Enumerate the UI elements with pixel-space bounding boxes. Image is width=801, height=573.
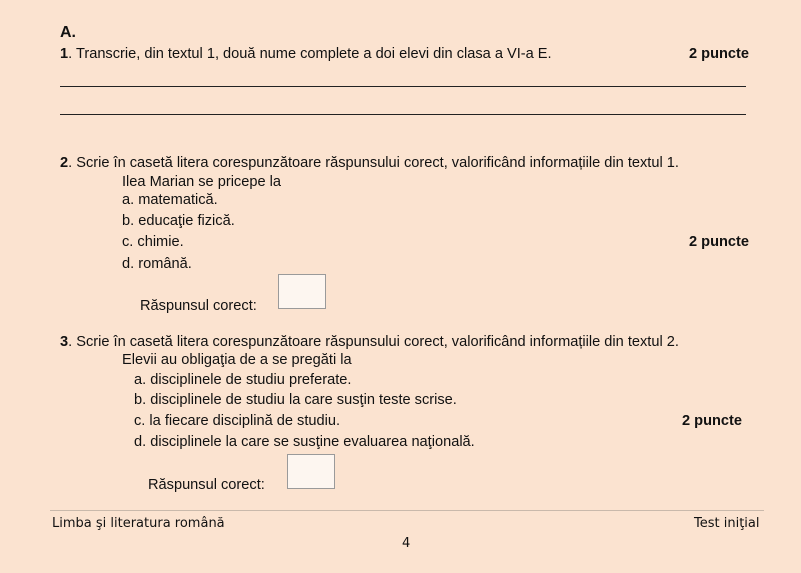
question-3-answer-label: Răspunsul corect: — [148, 477, 265, 493]
question-1-prompt: . Transcrie, din textul 1, două nume complete a doi elevi din clasa a VI-a E. — [68, 46, 552, 62]
question-3-option-d: d. disciplinele la care se susţine evaluarea naţională. — [134, 434, 475, 450]
footer-divider — [50, 510, 764, 511]
question-3-points: 2 puncte — [682, 413, 743, 429]
question-3-text — [60, 334, 679, 350]
question-1-points: 2 puncte — [689, 46, 750, 62]
section-label: A. — [60, 24, 76, 41]
question-2-prompt: . Scrie în casetă litera corespunzătoare răspunsului corect, valorificând informațiile din textul 1. — [68, 155, 679, 171]
question-3-option-a: a. disciplinele de studiu preferate. — [134, 372, 352, 388]
question-3-answer-box[interactable] — [287, 454, 335, 489]
question-2-number: 2 — [60, 155, 69, 171]
question-2-option-b: b. educaţie fizică. — [122, 213, 235, 229]
footer-subject: Limba şi literatura română — [52, 516, 225, 531]
question-2-answer-box[interactable] — [278, 274, 326, 309]
question-2-stem: Ilea Marian se pricepe la — [122, 174, 281, 190]
question-3-option-c: c. la fiecare disciplină de studiu. — [134, 413, 341, 429]
question-2-answer-label: Răspunsul corect: — [140, 298, 257, 314]
question-2-points: 2 puncte — [689, 234, 750, 250]
question-3-number: 3 — [60, 334, 69, 350]
question-2-option-c: c. chimie. — [122, 234, 184, 250]
question-2-option-a: a. matematică. — [122, 192, 218, 208]
question-2-option-d: d. română. — [122, 256, 192, 272]
question-2-text — [60, 155, 679, 171]
page-number: 4 — [402, 536, 411, 551]
answer-line-2[interactable] — [60, 114, 746, 115]
question-1-text — [60, 46, 552, 62]
question-1-number: 1 — [60, 46, 69, 62]
footer-test-name: Test iniţial — [694, 516, 760, 531]
question-3-option-b: b. disciplinele de studiu la care susţin teste scrise. — [134, 392, 457, 408]
question-3-prompt: . Scrie în casetă litera corespunzătoare răspunsului corect, valorificând informațiile din textul 2. — [68, 334, 679, 350]
question-3-stem: Elevii au obligaţia de a se pregăti la — [122, 352, 352, 368]
answer-line-1[interactable] — [60, 86, 746, 87]
